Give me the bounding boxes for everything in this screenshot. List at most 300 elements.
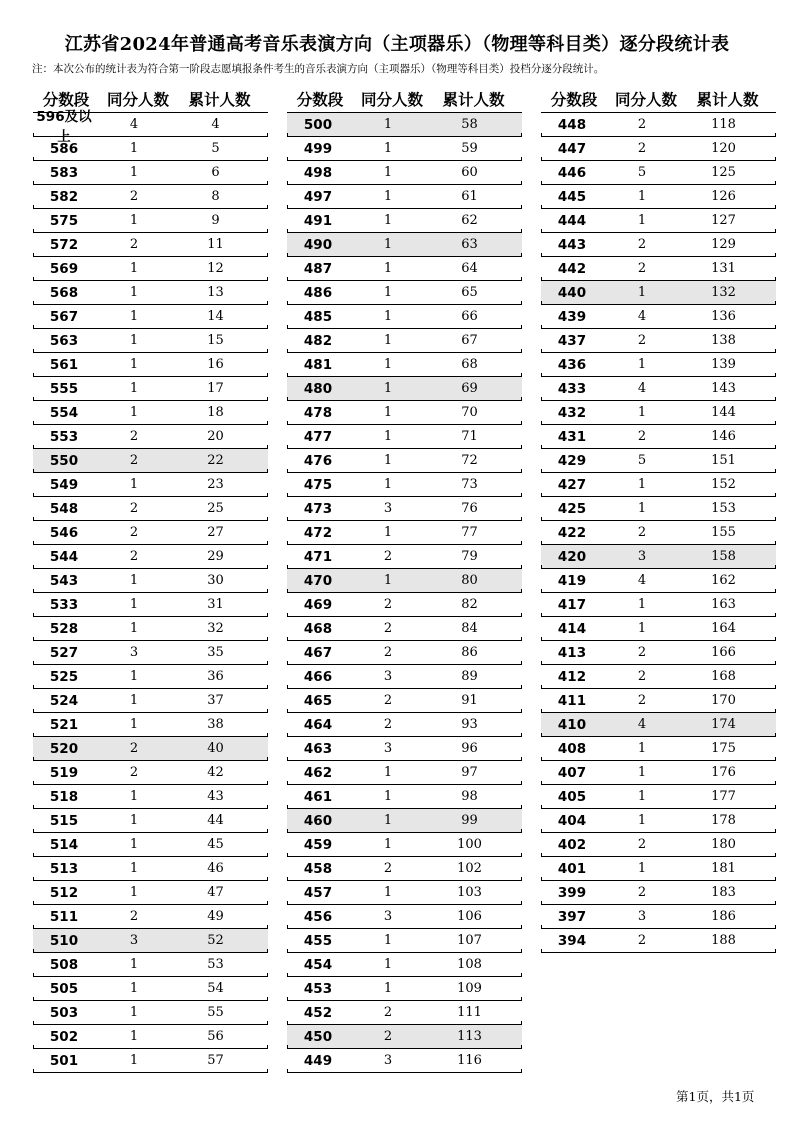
table-row (541, 353, 776, 377)
table-row (287, 809, 522, 833)
table-row (541, 329, 776, 353)
same-count-cell: 2 (383, 1029, 393, 1044)
table-row (541, 809, 776, 833)
score-cell: 546 (49, 524, 79, 541)
cumulative-cell: 15 (207, 333, 224, 348)
header-same-count: 同分人数 (106, 90, 169, 109)
table-row (541, 209, 776, 233)
table-row (33, 108, 268, 145)
score-cell: 470 (303, 572, 333, 589)
table-row (33, 665, 268, 689)
score-cell: 443 (557, 236, 587, 253)
cumulative-cell: 138 (711, 333, 736, 348)
table-row (33, 401, 268, 425)
table-row (33, 425, 268, 449)
same-count-cell: 3 (129, 933, 139, 948)
score-cell: 407 (557, 764, 587, 781)
cumulative-cell: 176 (711, 765, 736, 780)
cumulative-cell: 27 (207, 525, 224, 540)
table-row (541, 785, 776, 809)
cumulative-cell: 40 (207, 741, 224, 756)
same-count-cell: 1 (129, 477, 139, 492)
same-count-cell: 1 (383, 933, 393, 948)
same-count-cell: 1 (383, 477, 393, 492)
cumulative-cell: 186 (711, 909, 736, 924)
table-rows (287, 113, 522, 1073)
score-cell: 473 (303, 500, 333, 517)
score-cell: 410 (557, 716, 587, 733)
table-row (33, 617, 268, 641)
score-cell: 463 (303, 740, 333, 757)
table-row (541, 689, 776, 713)
cumulative-cell: 162 (711, 573, 736, 588)
same-count-cell: 2 (637, 237, 647, 252)
table-row (33, 569, 268, 593)
same-count-cell: 2 (637, 141, 647, 156)
score-cell: 596及以上 (36, 108, 92, 145)
score-cell: 498 (303, 164, 333, 181)
header-score: 分数段 (42, 90, 90, 109)
cumulative-cell: 174 (711, 717, 736, 732)
score-cell: 422 (557, 524, 587, 541)
same-count-cell: 1 (129, 621, 139, 636)
cumulative-cell: 132 (711, 285, 736, 300)
table-row (541, 617, 776, 641)
score-cell: 568 (49, 284, 79, 301)
table-row (33, 521, 268, 545)
score-cell: 471 (303, 548, 333, 565)
table-row (33, 1025, 268, 1049)
table-row (287, 185, 522, 209)
cumulative-cell: 80 (461, 573, 478, 588)
cumulative-cell: 53 (207, 957, 224, 972)
table-row (33, 857, 268, 881)
score-cell: 445 (557, 188, 587, 205)
score-cell: 518 (49, 788, 79, 805)
score-cell: 553 (49, 428, 79, 445)
same-count-cell: 1 (637, 861, 647, 876)
cumulative-cell: 155 (711, 525, 736, 540)
same-count-cell: 2 (637, 933, 647, 948)
score-cell: 394 (557, 932, 587, 949)
table-note: 注：本次公布的统计表为符合第一阶段志愿填报条件考生的音乐表演方向（主项器乐）（物理等科目类）投档分逐分段统计。 (32, 63, 605, 75)
same-count-cell: 5 (637, 165, 647, 180)
cumulative-cell: 66 (461, 309, 478, 324)
score-cell: 401 (557, 860, 587, 877)
score-cell: 476 (303, 452, 333, 469)
table-row (287, 1049, 522, 1073)
same-count-cell: 1 (637, 357, 647, 372)
header-cumulative: 累计人数 (188, 90, 251, 109)
same-count-cell: 1 (129, 213, 139, 228)
score-cell: 459 (303, 836, 333, 853)
score-cell: 527 (49, 644, 79, 661)
cumulative-cell: 49 (207, 909, 224, 924)
cumulative-cell: 181 (711, 861, 736, 876)
score-cell: 499 (303, 140, 333, 157)
table-row (33, 233, 268, 257)
same-count-cell: 1 (129, 1053, 139, 1068)
cumulative-cell: 61 (461, 189, 478, 204)
score-cell: 533 (49, 596, 79, 613)
table-row (287, 953, 522, 977)
cumulative-cell: 178 (711, 813, 736, 828)
table-row (33, 377, 268, 401)
same-count-cell: 2 (637, 669, 647, 684)
cumulative-cell: 77 (461, 525, 478, 540)
table-column-3 (541, 85, 776, 953)
cumulative-cell: 9 (211, 213, 220, 228)
same-count-cell: 1 (129, 597, 139, 612)
cumulative-cell: 47 (207, 885, 224, 900)
cumulative-cell: 42 (207, 765, 224, 780)
table-row (33, 497, 268, 521)
score-cell: 449 (303, 1052, 333, 1069)
cumulative-cell: 14 (207, 309, 224, 324)
table-rows (541, 113, 776, 953)
score-cell: 478 (303, 404, 333, 421)
table-row (541, 713, 776, 737)
cumulative-cell: 96 (461, 741, 478, 756)
table-row (33, 809, 268, 833)
table-row (541, 737, 776, 761)
same-count-cell: 2 (383, 717, 393, 732)
score-cell: 513 (49, 860, 79, 877)
score-cell: 417 (557, 596, 587, 613)
cumulative-cell: 37 (207, 693, 224, 708)
cumulative-cell: 29 (207, 549, 224, 564)
score-cell: 468 (303, 620, 333, 637)
cumulative-cell: 175 (711, 741, 736, 756)
cumulative-cell: 113 (457, 1029, 482, 1044)
table-row (287, 905, 522, 929)
table-row (287, 257, 522, 281)
cumulative-cell: 146 (711, 429, 736, 444)
same-count-cell: 1 (637, 477, 647, 492)
same-count-cell: 1 (383, 837, 393, 852)
table-row (33, 593, 268, 617)
same-count-cell: 1 (383, 957, 393, 972)
table-row (33, 689, 268, 713)
cumulative-cell: 45 (207, 837, 224, 852)
header-same-count: 同分人数 (614, 90, 677, 109)
score-cell: 497 (303, 188, 333, 205)
table-row (287, 665, 522, 689)
score-cell: 411 (557, 692, 587, 709)
same-count-cell: 2 (637, 525, 647, 540)
cumulative-cell: 54 (207, 981, 224, 996)
cumulative-cell: 99 (461, 813, 478, 828)
table-row (287, 689, 522, 713)
cumulative-cell: 103 (457, 885, 482, 900)
score-cell: 439 (557, 308, 587, 325)
cumulative-cell: 109 (457, 981, 482, 996)
table-row (287, 281, 522, 305)
same-count-cell: 1 (383, 357, 393, 372)
same-count-cell: 3 (637, 909, 647, 924)
same-count-cell: 1 (129, 285, 139, 300)
cumulative-cell: 71 (461, 429, 478, 444)
same-count-cell: 4 (637, 309, 647, 324)
table-row (287, 977, 522, 1001)
same-count-cell: 1 (129, 357, 139, 372)
same-count-cell: 1 (129, 309, 139, 324)
score-cell: 554 (49, 404, 79, 421)
score-cell: 582 (49, 188, 79, 205)
score-cell: 412 (557, 668, 587, 685)
table-row (287, 497, 522, 521)
score-cell: 429 (557, 452, 587, 469)
same-count-cell: 1 (383, 981, 393, 996)
cumulative-cell: 170 (711, 693, 736, 708)
table-row (541, 401, 776, 425)
score-cell: 413 (557, 644, 587, 661)
same-count-cell: 4 (637, 381, 647, 396)
table-row (541, 833, 776, 857)
table-row (287, 761, 522, 785)
table-row (287, 425, 522, 449)
score-cell: 458 (303, 860, 333, 877)
score-cell: 521 (49, 716, 79, 733)
table-row (287, 713, 522, 737)
same-count-cell: 1 (383, 885, 393, 900)
same-count-cell: 2 (637, 837, 647, 852)
same-count-cell: 1 (637, 765, 647, 780)
cumulative-cell: 69 (461, 381, 478, 396)
table-row (287, 329, 522, 353)
table-row (33, 473, 268, 497)
table-row (541, 881, 776, 905)
table-row (33, 929, 268, 953)
table-row (541, 497, 776, 521)
score-cell: 519 (49, 764, 79, 781)
same-count-cell: 1 (129, 693, 139, 708)
same-count-cell: 5 (637, 453, 647, 468)
table-row (33, 881, 268, 905)
same-count-cell: 1 (129, 165, 139, 180)
same-count-cell: 4 (129, 117, 139, 132)
cumulative-cell: 100 (457, 837, 482, 852)
column-header (287, 85, 522, 113)
score-cell: 487 (303, 260, 333, 277)
score-cell: 583 (49, 164, 79, 181)
table-row (287, 521, 522, 545)
same-count-cell: 1 (383, 285, 393, 300)
table-row (541, 137, 776, 161)
cumulative-cell: 72 (461, 453, 478, 468)
same-count-cell: 1 (129, 885, 139, 900)
score-cell: 548 (49, 500, 79, 517)
score-cell: 477 (303, 428, 333, 445)
table-row (287, 881, 522, 905)
score-cell: 490 (303, 236, 333, 253)
page-footer: 第1页，共1页 (676, 1089, 755, 1104)
score-cell: 444 (557, 212, 587, 229)
table-row (541, 857, 776, 881)
cumulative-cell: 79 (461, 549, 478, 564)
cumulative-cell: 143 (711, 381, 736, 396)
same-count-cell: 1 (383, 141, 393, 156)
cumulative-cell: 107 (457, 933, 482, 948)
score-cell: 572 (49, 236, 79, 253)
cumulative-cell: 62 (461, 213, 478, 228)
table-row (541, 905, 776, 929)
score-cell: 511 (49, 908, 79, 925)
cumulative-cell: 120 (711, 141, 736, 156)
table-row (287, 353, 522, 377)
score-cell: 447 (557, 140, 587, 157)
cumulative-cell: 55 (207, 1005, 224, 1020)
same-count-cell: 2 (129, 909, 139, 924)
table-row (33, 185, 268, 209)
cumulative-cell: 166 (711, 645, 736, 660)
score-cell: 525 (49, 668, 79, 685)
same-count-cell: 2 (383, 861, 393, 876)
cumulative-cell: 89 (461, 669, 478, 684)
same-count-cell: 1 (383, 381, 393, 396)
same-count-cell: 1 (129, 957, 139, 972)
same-count-cell: 1 (129, 1029, 139, 1044)
table-row (287, 473, 522, 497)
same-count-cell: 2 (129, 765, 139, 780)
cumulative-cell: 127 (711, 213, 736, 228)
table-row (541, 665, 776, 689)
score-cell: 465 (303, 692, 333, 709)
table-row (33, 1049, 268, 1073)
score-cell: 452 (303, 1004, 333, 1021)
cumulative-cell: 139 (711, 357, 736, 372)
same-count-cell: 2 (129, 237, 139, 252)
same-count-cell: 1 (383, 525, 393, 540)
same-count-cell: 3 (383, 501, 393, 516)
score-cell: 514 (49, 836, 79, 853)
cumulative-cell: 32 (207, 621, 224, 636)
table-row (541, 929, 776, 953)
same-count-cell: 1 (637, 405, 647, 420)
same-count-cell: 2 (637, 429, 647, 444)
score-cell: 501 (49, 1052, 79, 1069)
table-row (33, 1001, 268, 1025)
cumulative-cell: 76 (461, 501, 478, 516)
score-cell: 508 (49, 956, 79, 973)
score-cell: 512 (49, 884, 79, 901)
cumulative-cell: 144 (711, 405, 736, 420)
table-row (33, 977, 268, 1001)
same-count-cell: 3 (383, 669, 393, 684)
cumulative-cell: 43 (207, 789, 224, 804)
cumulative-cell: 22 (207, 453, 224, 468)
same-count-cell: 1 (637, 813, 647, 828)
score-cell: 427 (557, 476, 587, 493)
same-count-cell: 1 (129, 861, 139, 876)
cumulative-cell: 126 (711, 189, 736, 204)
cumulative-cell: 20 (207, 429, 224, 444)
same-count-cell: 1 (637, 285, 647, 300)
score-cell: 480 (303, 380, 333, 397)
table-row (287, 161, 522, 185)
score-cell: 505 (49, 980, 79, 997)
score-cell: 528 (49, 620, 79, 637)
same-count-cell: 1 (383, 453, 393, 468)
cumulative-cell: 70 (461, 405, 478, 420)
same-count-cell: 1 (637, 621, 647, 636)
same-count-cell: 1 (129, 837, 139, 852)
table-row (287, 305, 522, 329)
same-count-cell: 2 (637, 645, 647, 660)
score-cell: 491 (303, 212, 333, 229)
score-cell: 442 (557, 260, 587, 277)
score-cell: 520 (49, 740, 79, 757)
table-row (33, 161, 268, 185)
table-row (541, 449, 776, 473)
cumulative-cell: 111 (457, 1005, 482, 1020)
table-row (541, 161, 776, 185)
score-cell: 460 (303, 812, 333, 829)
score-cell: 440 (557, 284, 587, 301)
same-count-cell: 1 (383, 117, 393, 132)
cumulative-cell: 56 (207, 1029, 224, 1044)
same-count-cell: 2 (383, 597, 393, 612)
same-count-cell: 1 (129, 381, 139, 396)
cumulative-cell: 23 (207, 477, 224, 492)
score-cell: 561 (49, 356, 79, 373)
cumulative-cell: 152 (711, 477, 736, 492)
same-count-cell: 3 (383, 909, 393, 924)
table-row (287, 209, 522, 233)
table-row (287, 545, 522, 569)
score-cell: 549 (49, 476, 79, 493)
header-cumulative: 累计人数 (696, 90, 759, 109)
table-row (541, 233, 776, 257)
header-score: 分数段 (296, 90, 344, 109)
cumulative-cell: 86 (461, 645, 478, 660)
same-count-cell: 1 (129, 717, 139, 732)
score-cell: 399 (557, 884, 587, 901)
score-cell: 414 (557, 620, 587, 637)
same-count-cell: 2 (637, 117, 647, 132)
same-count-cell: 2 (383, 1005, 393, 1020)
cumulative-cell: 158 (711, 549, 736, 564)
table-row (33, 137, 268, 161)
cumulative-cell: 11 (207, 237, 224, 252)
same-count-cell: 2 (129, 525, 139, 540)
cumulative-cell: 65 (461, 285, 478, 300)
same-count-cell: 1 (129, 261, 139, 276)
cumulative-cell: 129 (711, 237, 736, 252)
cumulative-cell: 30 (207, 573, 224, 588)
score-cell: 544 (49, 548, 79, 565)
table-column-2 (287, 85, 522, 1073)
table-row (287, 737, 522, 761)
same-count-cell: 2 (637, 261, 647, 276)
header-same-count: 同分人数 (360, 90, 423, 109)
table-row (33, 281, 268, 305)
table-row (287, 137, 522, 161)
table-row (33, 545, 268, 569)
table-row (287, 449, 522, 473)
same-count-cell: 1 (129, 813, 139, 828)
same-count-cell: 1 (129, 405, 139, 420)
table-row (287, 1001, 522, 1025)
cumulative-cell: 63 (461, 237, 478, 252)
same-count-cell: 1 (637, 789, 647, 804)
header-score: 分数段 (550, 90, 598, 109)
table-column-1 (33, 85, 268, 1073)
cumulative-cell: 13 (207, 285, 224, 300)
table-rows (33, 108, 268, 1073)
table-row (287, 641, 522, 665)
cumulative-cell: 84 (461, 621, 478, 636)
